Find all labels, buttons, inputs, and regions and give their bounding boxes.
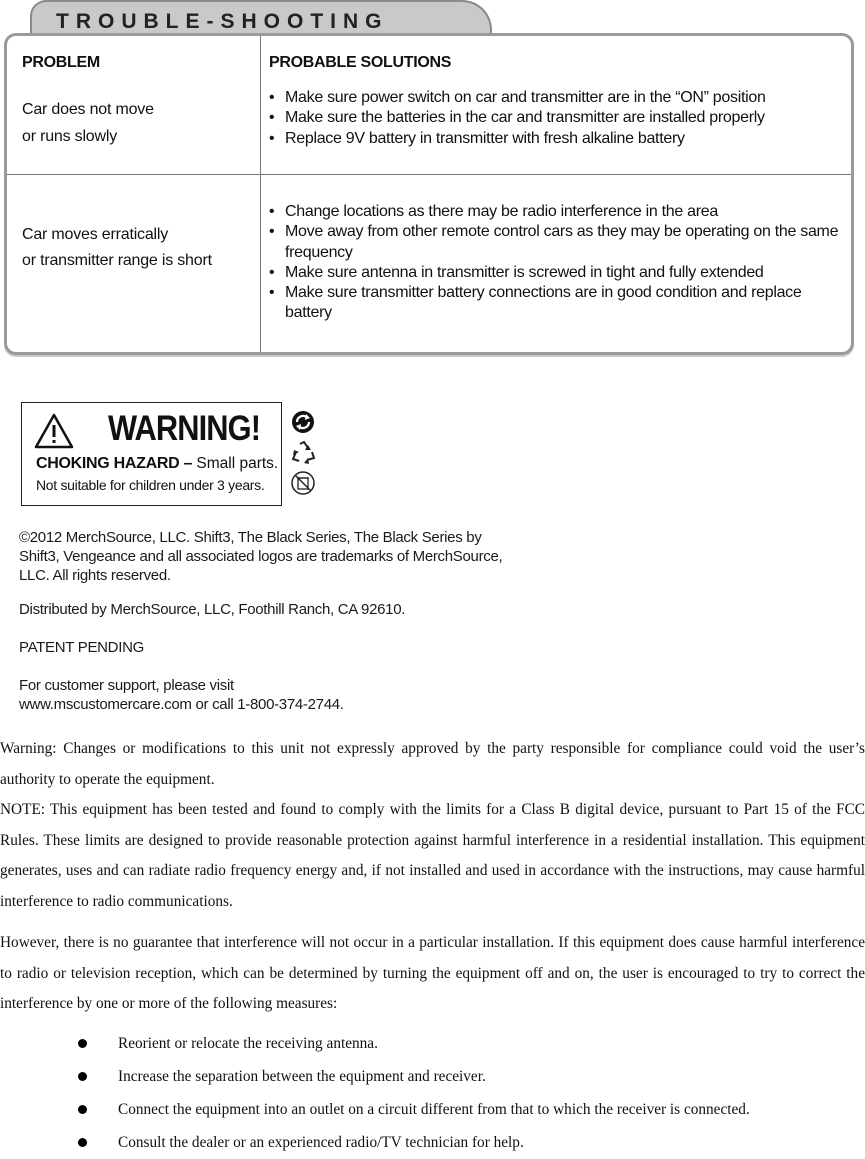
fcc-measures-list [0, 1027, 750, 1159]
bullet-icon [78, 1138, 87, 1147]
problem-text: or runs slowly [22, 128, 118, 145]
copyright-line: LLC. All rights reserved. [19, 567, 171, 584]
solution-item: • Make sure power switch on car and transmitter are in the “ON” position [269, 88, 839, 108]
bullet-icon [78, 1105, 87, 1114]
copyright-block [19, 528, 502, 585]
customer-support [19, 676, 344, 714]
problem-text: Car moves erratically [22, 226, 169, 243]
problem-text: Car does not move [22, 101, 154, 118]
problem-text: or transmitter range is short [22, 252, 212, 269]
troubleshooting-table [4, 33, 854, 355]
bullet-icon [78, 1039, 87, 1048]
solutions-list [269, 202, 839, 324]
support-link[interactable]: www.mscustomercare.com or call 1-800-374-2744. [19, 696, 344, 713]
choking-hazard-label: CHOKING HAZARD – [36, 455, 193, 472]
measure-item: Connect the equipment into an outlet on a circuit different from that to which the receiver is connected. [0, 1093, 750, 1126]
problem-cell [22, 96, 154, 150]
distributed-by: Distributed by MerchSource, LLC, Foothill Ranch, CA 92610. [19, 601, 406, 618]
warning-title: WARNING! [108, 409, 261, 448]
fcc-warning-paragraph: Warning: Changes or modifications to this unit not expressly approved by the party responsible for compliance could void the user’s authority to operate the equipment. [0, 740, 865, 788]
choking-warning-box [21, 402, 282, 506]
troubleshooting-title: TROUBLE-SHOOTING [56, 10, 389, 33]
recycle-icon [290, 440, 318, 466]
green-dot-icon [290, 409, 318, 435]
solution-item: • Replace 9V battery in transmitter with fresh alkaline battery [269, 129, 839, 149]
bullet-icon [78, 1072, 87, 1081]
measure-item: Reorient or relocate the receiving antenna. [0, 1027, 750, 1060]
solutions-column-header: PROBABLE SOLUTIONS [269, 54, 452, 71]
measure-item: Increase the separation between the equipment and receiver. [0, 1060, 750, 1093]
problem-cell [22, 222, 212, 274]
problem-column-header: PROBLEM [22, 54, 100, 71]
copyright-line: ©2012 MerchSource, LLC. Shift3, The Black Series, The Black Series by [19, 529, 482, 546]
patent-pending: PATENT PENDING [19, 639, 144, 656]
copyright-line: Shift3, Vengeance and all associated logos are trademarks of MerchSource, [19, 548, 503, 565]
no-bin-icon [290, 470, 318, 496]
fcc-note-paragraph: NOTE: This equipment has been tested and found to comply with the limits for a Class B digital device, pursuant to Part 15 of the FCC Rules. These limits are designed to provide reasonable protection against harmful interference in a residential installation. This equipment generates, uses and can radiate radio frequency energy and, if not installed and used in accordance with the instructions, may cause harmful interference to radio communications. [0, 801, 865, 910]
solution-item: • Move away from other remote control cars as they may be operating on the same frequency [269, 222, 839, 263]
fcc-however-paragraph: However, there is no guarantee that interference will not occur in a particular installation. If this equipment does cause harmful interference to radio or television reception, which can be determined by turning the equipment off and on, the user is encouraged to try to correct the interference by one or more of the following measures: [0, 934, 865, 1012]
solution-item: • Change locations as there may be radio interference in the area [269, 202, 839, 222]
solutions-list [269, 88, 839, 149]
choking-hazard-line [36, 455, 278, 473]
warning-triangle-icon [34, 413, 74, 449]
solution-item: • Make sure transmitter battery connections are in good condition and replace battery [269, 283, 839, 324]
age-notice: Not suitable for children under 3 years. [36, 477, 265, 493]
measure-item: Consult the dealer or an experienced radio/TV technician for help. [0, 1126, 750, 1159]
solution-item: • Make sure the batteries in the car and transmitter are installed properly [269, 108, 839, 128]
column-divider [260, 36, 261, 352]
troubleshooting-tab [30, 0, 492, 36]
small-parts-text: Small parts. [196, 455, 279, 472]
support-line: For customer support, please visit [19, 677, 234, 694]
solution-item: • Make sure antenna in transmitter is screwed in tight and fully extended [269, 263, 839, 283]
row-divider [7, 174, 851, 175]
